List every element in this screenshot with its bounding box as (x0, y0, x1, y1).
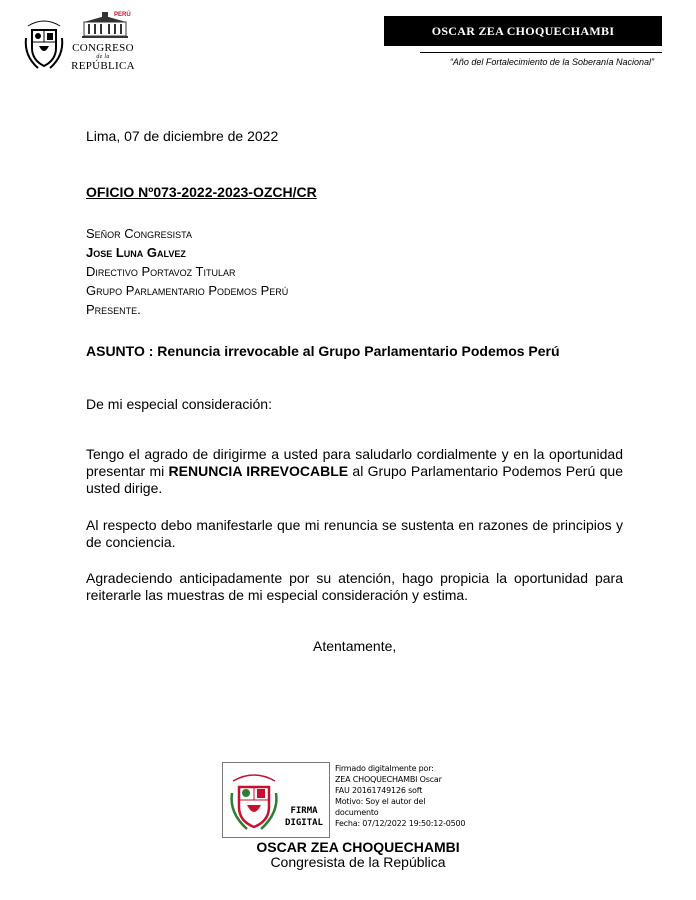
addressee-block (86, 224, 288, 319)
asunto-line: ASUNTO : Renuncia irrevocable al Grupo Parlamentario Podemos Perú (86, 343, 560, 359)
signature-info-line: FAU 20161749126 soft (335, 786, 423, 795)
peru-coat-of-arms-icon (22, 12, 66, 72)
paragraph-3: Agradeciendo anticipadamente por su atención, hago propicia la oportunidad para reiterarle las muestras de mi especial consideración y estima. (86, 570, 623, 603)
header-divider (420, 52, 662, 53)
signature-info-line: Fecha: 07/12/2022 19:50:12-0500 (335, 819, 466, 828)
congreso-line-1: CONGRESO (72, 42, 134, 54)
signature-info-line: Motivo: Soy el autor del (335, 797, 426, 806)
header-name-box: OSCAR ZEA CHOQUECHAMBI (384, 16, 662, 46)
addressee-group: Grupo Parlamentario Podemos Perú (86, 283, 289, 298)
congreso-wordmark (70, 42, 136, 72)
congreso-building-icon (80, 10, 130, 40)
addressee-name: Jose Luna Galvez (86, 245, 186, 260)
signature-info-line: Firmado digitalmente por: (335, 764, 434, 773)
paragraph-1 (86, 446, 623, 497)
oficio-number: OFICIO Nº073-2022-2023-OZCH/CR (86, 184, 317, 200)
signature-seal-icon (227, 767, 281, 833)
paragraph-1-start: Tengo el agrado de dirigirme a usted para saludarlo cordialmente y en la oportunidad presentar mi (86, 446, 623, 479)
addressee-title: Señor Congresista (86, 226, 193, 241)
signature-info-line: ZEA CHOQUECHAMBI Oscar (335, 775, 442, 784)
digital-signature-stamp (222, 762, 330, 838)
addressee-presente: Presente. (86, 302, 141, 317)
paragraph-1-end: al Grupo Parlamentario Podemos Perú que usted dirige. (86, 463, 624, 496)
addressee-position: Directivo Portavoz Titular (86, 264, 236, 279)
signer-name: OSCAR ZEA CHOQUECHAMBI (256, 839, 460, 855)
greeting: De mi especial consideración: (86, 396, 272, 412)
signature-info (335, 763, 495, 829)
paragraph-2: Al respecto debo manifestarle que mi renuncia se sustenta en razones de principios y de conciencia. (86, 517, 623, 550)
firma-digital-label (279, 805, 329, 829)
paragraph-1-bold: RENUNCIA IRREVOCABLE (168, 463, 349, 479)
header-logos (20, 10, 140, 76)
peru-tag: PERÚ (114, 12, 131, 18)
year-motto: “Año del Fortalecimiento de la Soberanía Nacional” (449, 57, 654, 67)
congreso-line-3: REPÚBLICA (71, 60, 135, 72)
firma-line-2: DIGITAL (285, 818, 323, 828)
congreso-line-2: de la (96, 54, 110, 60)
firma-line-1: FIRMA (290, 806, 318, 816)
letter-date: Lima, 07 de diciembre de 2022 (86, 128, 279, 144)
signature-info-line: documento (335, 808, 379, 817)
closing: Atentamente, (313, 638, 397, 654)
signer-role: Congresista de la República (270, 854, 446, 870)
congreso-logo (70, 10, 136, 76)
